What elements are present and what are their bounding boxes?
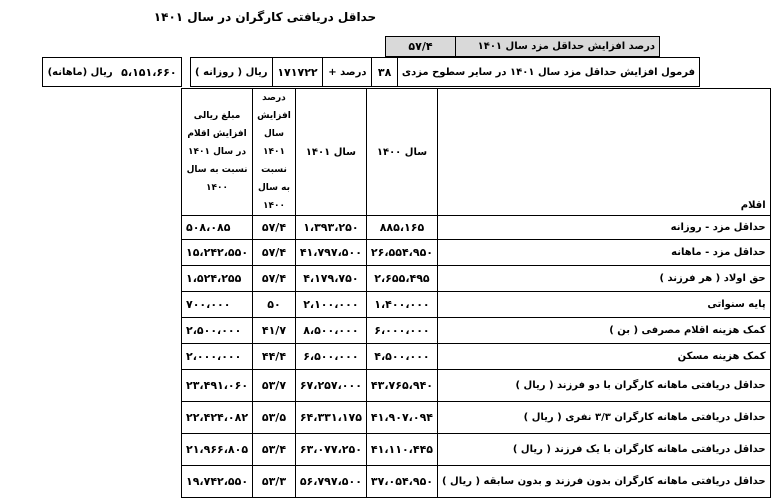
row-pct: ۵۰	[253, 292, 296, 318]
row-pct: ۴۱/۷	[253, 318, 296, 344]
row-pct: ۵۳/۳	[253, 466, 296, 498]
formula-gap	[181, 58, 191, 87]
row-pct: ۵۷/۴	[253, 216, 296, 240]
row-item: کمک هزینه مسکن	[438, 344, 771, 370]
row-pct: ۵۳/۴	[253, 434, 296, 466]
row-pct: ۵۷/۴	[253, 266, 296, 292]
increase-table	[385, 36, 660, 57]
row-item: حداقل دریافتی ماهانه کارگران با دو فرزند ( ریال )	[438, 370, 771, 402]
header-year-1401: سال ۱۴۰۱	[295, 89, 366, 216]
row-1401: ۶۴،۳۳۱،۱۷۵	[295, 402, 366, 434]
row-1400: ۱،۴۰۰،۰۰۰	[366, 292, 437, 318]
row-1400: ۴۱،۱۱۰،۴۴۵	[366, 434, 437, 466]
header-year-1400: سال ۱۴۰۰	[366, 89, 437, 216]
row-item: کمک هزینه اقلام مصرفی ( بن )	[438, 318, 771, 344]
row-diff: ۲،۰۰۰،۰۰۰	[182, 344, 253, 370]
row-1401: ۸،۵۰۰،۰۰۰	[295, 318, 366, 344]
table-row	[182, 370, 771, 402]
formula-percent-value: ۳۸	[372, 58, 398, 87]
row-1400: ۳۷،۰۵۴،۹۵۰	[366, 466, 437, 498]
row-item: حداقل مزد - روزانه	[438, 216, 771, 240]
row-item: حق اولاد ( هر فرزند )	[438, 266, 771, 292]
table-row	[182, 266, 771, 292]
formula-daily-value: ۱۷۱۷۲۲	[272, 58, 323, 87]
table-row	[182, 434, 771, 466]
row-1401: ۴۱،۷۹۷،۵۰۰	[295, 240, 366, 266]
row-diff: ۲۲،۴۲۴،۰۸۲	[182, 402, 253, 434]
header-percent-increase: درصد افزایش سال ۱۴۰۱ نسبت به سال ۱۴۰۰	[253, 89, 296, 216]
table-row	[182, 402, 771, 434]
formula-daily-label: ریال ( روزانه )	[191, 58, 273, 87]
row-item: حداقل دریافتی ماهانه کارگران با یک فرزند ( ریال )	[438, 434, 771, 466]
table-row	[182, 344, 771, 370]
header-items: اقلام	[438, 89, 771, 216]
row-diff: ۱۹،۷۴۲،۵۵۰	[182, 466, 253, 498]
row-diff: ۲۳،۴۹۱،۰۶۰	[182, 370, 253, 402]
row-item: حداقل دریافتی ماهانه کارگران بدون فرزند و بدون سابقه ( ریال )	[438, 466, 771, 498]
header-row	[182, 89, 771, 216]
row-pct: ۵۳/۵	[253, 402, 296, 434]
row-diff: ۱۵،۲۴۲،۵۵۰	[182, 240, 253, 266]
row-diff: ۲،۵۰۰،۰۰۰	[182, 318, 253, 344]
row-pct: ۴۴/۴	[253, 344, 296, 370]
row-diff: ۲۱،۹۶۶،۸۰۵	[182, 434, 253, 466]
row-1401: ۶،۵۰۰،۰۰۰	[295, 344, 366, 370]
row-item: پایه سنواتی	[438, 292, 771, 318]
row-1401: ۱،۳۹۳،۲۵۰	[295, 216, 366, 240]
row-1401: ۶۷،۲۵۷،۰۰۰	[295, 370, 366, 402]
row-1400: ۸۸۵،۱۶۵	[366, 216, 437, 240]
row-1401: ۶۳،۰۷۷،۲۵۰	[295, 434, 366, 466]
row-1400: ۴۳،۷۶۵،۹۴۰	[366, 370, 437, 402]
wage-table	[181, 88, 771, 498]
row-item: حداقل دریافتی ماهانه کارگران ۳/۳ نفری ( ریال )	[438, 402, 771, 434]
table-row	[182, 216, 771, 240]
row-diff: ۵۰۸،۰۸۵	[182, 216, 253, 240]
row-1400: ۴،۵۰۰،۰۰۰	[366, 344, 437, 370]
row-1400: ۲،۶۵۵،۴۹۵	[366, 266, 437, 292]
formula-label: فرمول افزایش حداقل مزد سال ۱۴۰۱ در سایر سطوح مزدی	[397, 58, 699, 87]
formula-table	[42, 57, 700, 87]
row-pct: ۵۷/۴	[253, 240, 296, 266]
row-1400: ۴۱،۹۰۷،۰۹۴	[366, 402, 437, 434]
formula-monthly-label: ریال (ماهانه)	[43, 58, 118, 87]
row-item: حداقل مزد - ماهانه	[438, 240, 771, 266]
table-row	[182, 292, 771, 318]
row-1401: ۵۶،۷۹۷،۵۰۰	[295, 466, 366, 498]
formula-percent-label: درصد +	[323, 58, 372, 87]
row-1400: ۶،۰۰۰،۰۰۰	[366, 318, 437, 344]
table-row	[182, 466, 771, 498]
formula-monthly-value: ۵،۱۵۱،۶۶۰	[117, 58, 181, 87]
table-row	[182, 240, 771, 266]
header-rial-increase: مبلغ ریالی افزایش اقلام در سال ۱۴۰۱ نسبت به سال ۱۴۰۰	[182, 89, 253, 216]
row-diff: ۱،۵۲۴،۲۵۵	[182, 266, 253, 292]
page-title: حداقل دریافتی کارگران در سال ۱۴۰۱	[153, 10, 377, 24]
table-row	[182, 318, 771, 344]
row-1401: ۴،۱۷۹،۷۵۰	[295, 266, 366, 292]
row-1400: ۲۶،۵۵۴،۹۵۰	[366, 240, 437, 266]
row-1401: ۲،۱۰۰،۰۰۰	[295, 292, 366, 318]
increase-label: درصد افزایش حداقل مزد سال ۱۴۰۱	[456, 37, 660, 57]
increase-value: ۵۷/۴	[386, 37, 456, 57]
row-pct: ۵۳/۷	[253, 370, 296, 402]
row-diff: ۷۰۰،۰۰۰	[182, 292, 253, 318]
